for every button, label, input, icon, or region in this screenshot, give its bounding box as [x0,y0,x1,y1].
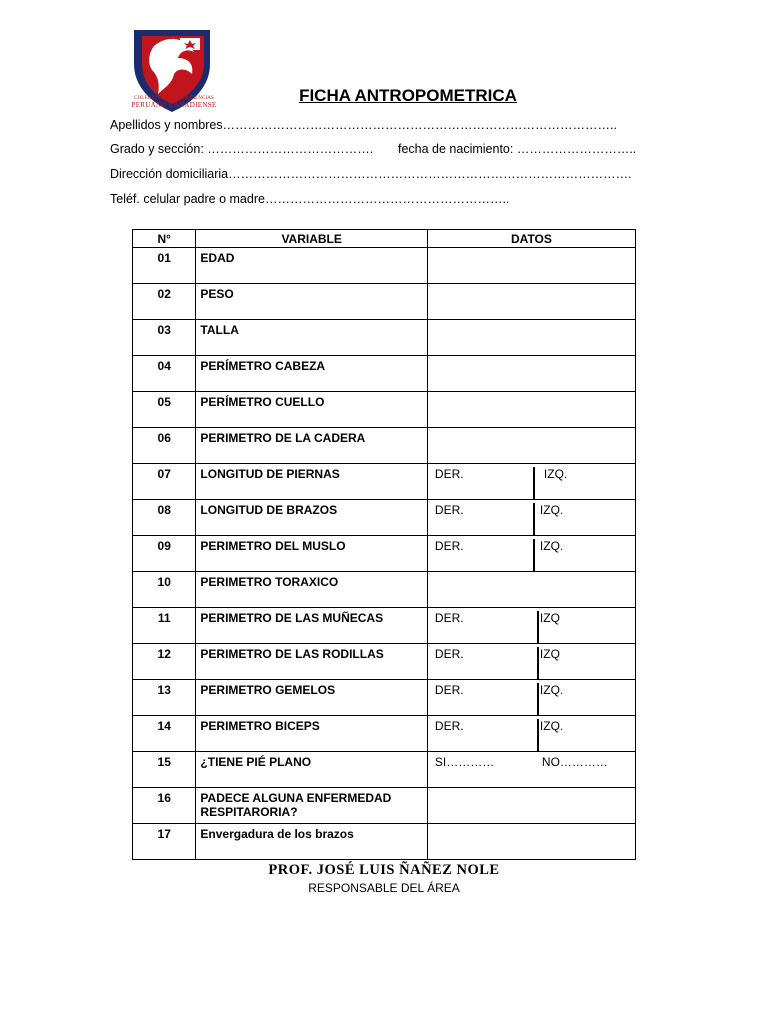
izq-label: IZQ. [539,503,564,517]
row-variable: PERÍMETRO CUELLO [196,392,427,428]
izq-label: IZQ. [539,539,564,553]
row-number: 02 [133,284,196,320]
table-row [133,248,636,284]
table-row [133,824,636,860]
izq-label: IZQ. [543,467,568,481]
table-row [133,752,636,788]
row-variable: PADECE ALGUNA ENFERMEDAD RESPITARORIA? [196,788,427,824]
cell-divider [533,539,535,571]
izq-label: IZQ [539,647,560,661]
row-number: 14 [133,716,196,752]
field-grado[interactable]: Grado y sección: …………………………………. [110,142,374,156]
row-number: 17 [133,824,196,860]
cell-divider [533,503,535,535]
row-datos-cell[interactable] [427,248,635,284]
row-datos-cell[interactable] [427,680,635,716]
row-datos-cell[interactable] [427,392,635,428]
cell-divider [537,611,539,643]
table-header-row [133,230,636,248]
row-datos-cell[interactable] [427,644,635,680]
row-datos-cell[interactable] [427,464,635,500]
row-datos-cell[interactable] [427,788,635,824]
cell-divider [537,719,539,751]
row-number: 03 [133,320,196,356]
table-row [133,608,636,644]
cell-divider [537,647,539,679]
table-row [133,500,636,536]
row-variable: PERIMETRO DE LAS RODILLAS [196,644,427,680]
row-number: 08 [133,500,196,536]
anthropometric-table [132,229,636,860]
field-telefono[interactable]: Teléf. celular padre o madre………………………………………………….. [110,192,510,206]
row-variable: Envergadura de los brazos [196,824,427,860]
table-row [133,536,636,572]
row-number: 04 [133,356,196,392]
table-row [133,320,636,356]
row-datos-cell[interactable] [427,752,635,788]
row-datos-cell[interactable] [427,284,635,320]
table-row [133,680,636,716]
table-row [133,356,636,392]
row-variable: PERÍMETRO CABEZA [196,356,427,392]
izq-label: IZQ. [539,719,564,733]
row-datos-cell[interactable] [427,320,635,356]
izq-label: IZQ. [539,683,564,697]
row-number: 07 [133,464,196,500]
row-datos-cell[interactable] [427,572,635,608]
row-variable: PERIMETRO BICEPS [196,716,427,752]
logo-line1: COLEGIO PRIVADO DE CIENCIAS [134,96,214,101]
table-row [133,428,636,464]
table-row [133,284,636,320]
row-number: 12 [133,644,196,680]
row-number: 13 [133,680,196,716]
row-datos-cell[interactable] [427,824,635,860]
row-variable: PERIMETRO DE LA CADERA [196,428,427,464]
row-datos-cell[interactable] [427,356,635,392]
der-label: DER. [434,467,464,481]
der-label: DER. [434,719,464,733]
header-variable: VARIABLE [196,230,427,248]
cell-divider [537,683,539,715]
row-datos-cell[interactable] [427,608,635,644]
row-variable: PESO [196,284,427,320]
table-row [133,716,636,752]
der-label: DER. [434,647,464,661]
signature-role: RESPONSABLE DEL ÁREA [308,881,460,895]
signature-name: PROF. JOSÉ LUIS ÑAÑEZ NOLE [268,862,500,878]
table-row [133,464,636,500]
row-variable: EDAD [196,248,427,284]
field-fecha-nacimiento[interactable]: fecha de nacimiento: ……………………….. [398,142,637,156]
row-variable: LONGITUD DE BRAZOS [196,500,427,536]
field-apellidos[interactable]: Apellidos y nombres………………………………………………………………………………….. [110,118,618,132]
row-datos-cell[interactable] [427,428,635,464]
row-number: 15 [133,752,196,788]
der-label: DER. [434,611,464,625]
row-number: 16 [133,788,196,824]
row-variable: ¿TIENE PIÉ PLANO [196,752,427,788]
table-row [133,392,636,428]
row-number: 11 [133,608,196,644]
cell-divider [533,467,535,499]
row-variable: PERIMETRO GEMELOS [196,680,427,716]
row-datos-cell[interactable] [427,500,635,536]
row-number: 09 [133,536,196,572]
row-variable: TALLA [196,320,427,356]
der-label: DER. [434,503,464,517]
page-title: FICHA ANTROPOMETRICA [299,86,517,105]
row-datos-cell[interactable] [427,536,635,572]
row-number: 01 [133,248,196,284]
der-label: DER. [434,683,464,697]
row-number: 06 [133,428,196,464]
no-option: NO………… [541,755,608,769]
row-variable: PERIMETRO TORAXICO [196,572,427,608]
header-datos: DATOS [427,230,635,248]
table-row [133,644,636,680]
si-option: SI………… [434,755,495,769]
row-datos-cell[interactable] [427,716,635,752]
table-row [133,788,636,824]
logo-line2: PERUANO CANADIENSE [131,101,217,109]
der-label: DER. [434,539,464,553]
table-row [133,572,636,608]
header-num: N° [133,230,196,248]
row-variable: PERIMETRO DEL MUSLO [196,536,427,572]
row-number: 10 [133,572,196,608]
izq-label: IZQ [539,611,560,625]
row-variable: LONGITUD DE PIERNAS [196,464,427,500]
row-variable: PERIMETRO DE LAS MUÑECAS [196,608,427,644]
field-direccion[interactable]: Dirección domiciliaria……………………………………………………………………………………. [110,167,632,181]
row-number: 05 [133,392,196,428]
